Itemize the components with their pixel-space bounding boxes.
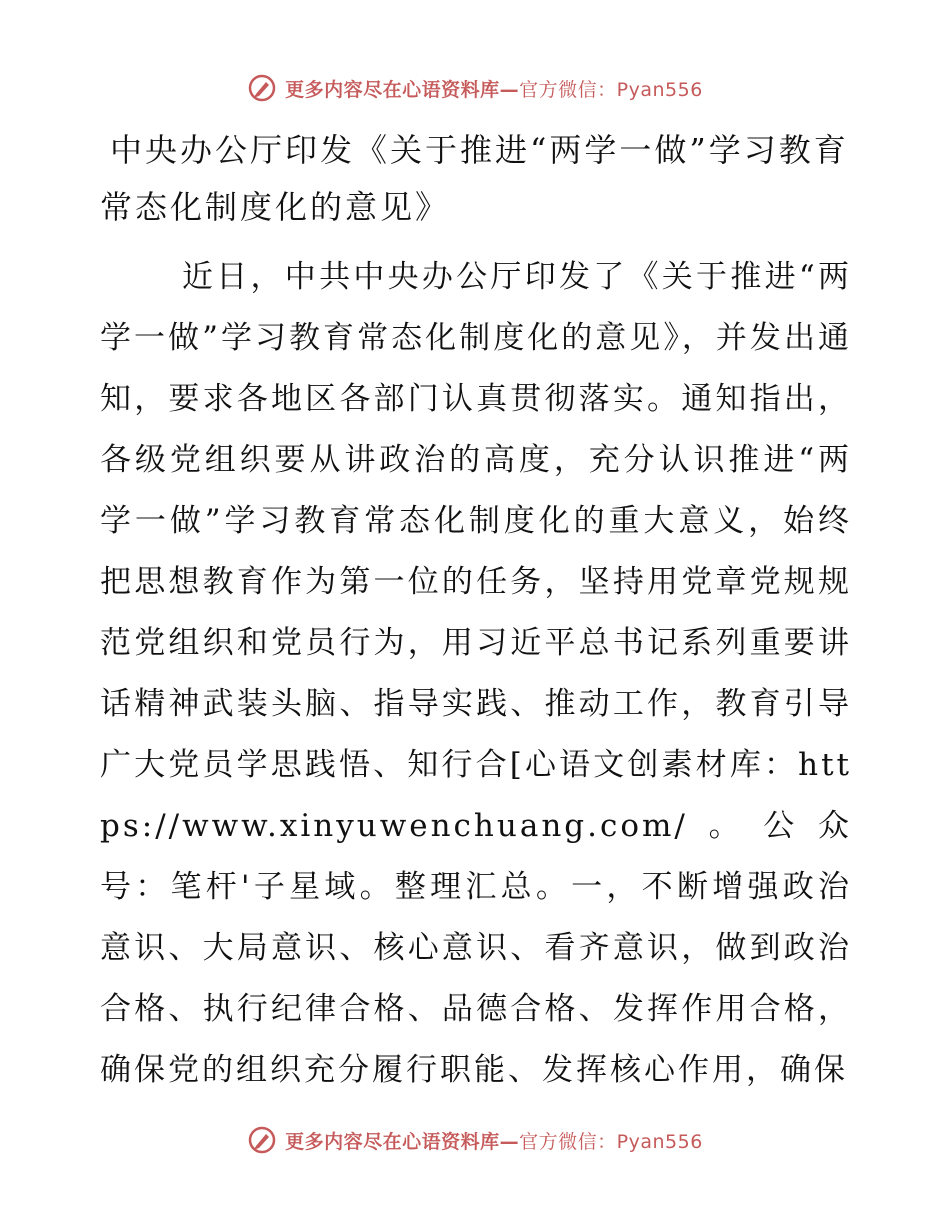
header-banner-contact: 官方微信：Pyan556	[519, 78, 703, 101]
footer-banner	[0, 1120, 950, 1160]
header-banner-text	[285, 75, 703, 102]
header-banner	[0, 68, 950, 108]
pen-nib-logo-icon	[247, 73, 277, 103]
footer-banner-contact: 官方微信：Pyan556	[519, 1130, 703, 1153]
pen-nib-logo-icon	[247, 1125, 277, 1155]
footer-banner-text	[285, 1127, 703, 1154]
document-body: 近日，中共中央办公厅印发了《关于推进“两学一做”学习教育常态化制度化的意见》，并发出通知，要求各地区各部门认真贯彻落实。通知指出，各级党组织要从讲政治的高度，充分认识推进“两学一做”学习教育常态化制度化的重大意义，始终把思想教育作为第一位的任务，坚持用党章党规规范党组织和党员行为，用习近平总书记系列重要讲话精神武装头脑、指导实践、推动工作，教育引导广大党员学思践悟、知行合[心语文创素材库：https://www.xinyuwenchuang.com/。公众号：笔杆'子星域。整理汇总。一，不断增强政治意识、大局意识、核心意识、看齐意识，做到政治合格、执行纪律合格、品德合格、发挥作用合格，确保党的组织充分履行职能、发挥核心作用，确保	[100, 259, 852, 1088]
footer-banner-slogan: 更多内容尽在心语资料库—	[285, 1130, 520, 1153]
header-banner-slogan: 更多内容尽在心语资料库—	[285, 78, 520, 101]
document-title: 中央办公厅印发《关于推进“两学一做”学习教育常态化制度化的意见》	[100, 131, 849, 226]
